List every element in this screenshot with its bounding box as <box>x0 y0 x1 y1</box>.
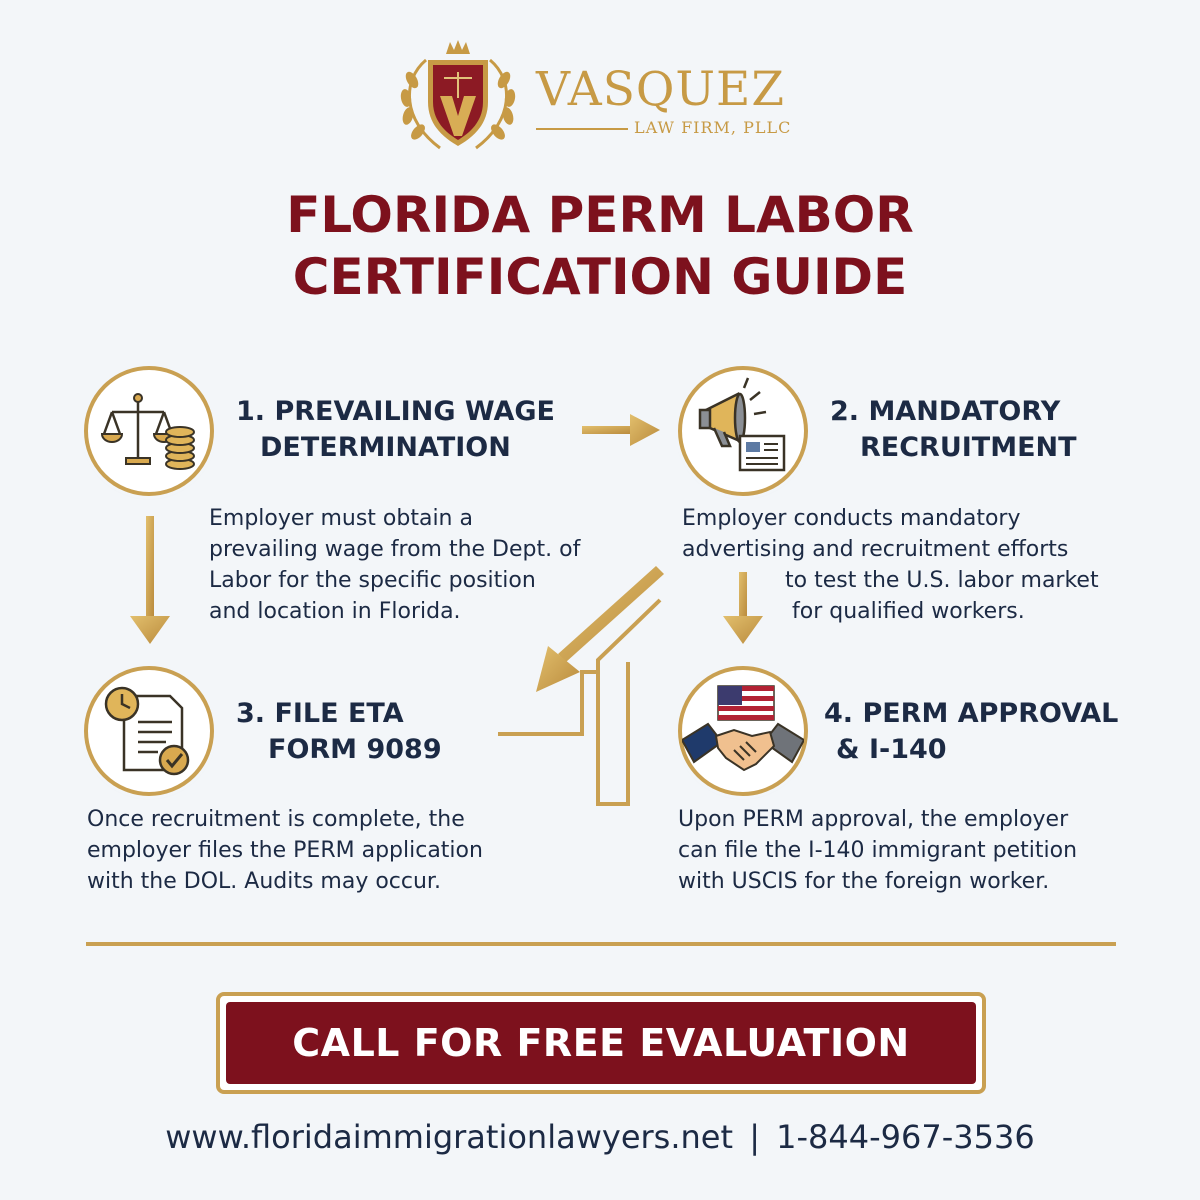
step-2-description: Employer conducts mandatory advertising and recruitment efforts to test the U.S. labor market for qualified workers. <box>682 506 1099 624</box>
footer-contact <box>0 1118 1200 1156</box>
clock-document-check-icon <box>88 670 210 792</box>
step-4-description: Upon PERM approval, the employer can file the I-140 immigrant petition with USCIS for the foreign worker. <box>678 807 1078 894</box>
flag-handshake-icon <box>682 670 804 792</box>
step-4-title: 4. PERM APPROVAL & I-140 <box>824 698 1119 765</box>
arrow-step1-to-step2 <box>582 414 660 446</box>
footer-separator: | <box>749 1118 760 1156</box>
step-3-icon-circle <box>84 666 214 796</box>
website-link[interactable]: www.floridaimmigrationlawyers.net <box>165 1118 734 1156</box>
step-2-icon-circle <box>678 366 808 496</box>
step-4-icon-circle <box>678 666 808 796</box>
step-1-description: Employer must obtain a prevailing wage from the Dept. of Labor for the specific position and location in Florida. <box>209 506 581 624</box>
title-line-1: FLORIDA PERM LABOR <box>286 186 914 244</box>
brand-subtitle: LAW FIRM, PLLC <box>634 118 792 137</box>
step-3-description: Once recruitment is complete, the employer files the PERM application with the DOL. Audits may occur. <box>87 807 483 894</box>
us-flag-icon <box>718 686 774 720</box>
megaphone-newspaper-icon <box>682 370 804 492</box>
brand-name: VASQUEZ <box>536 62 785 117</box>
step-1-title: 1. PREVAILING WAGE DETERMINATION <box>236 396 555 463</box>
free-evaluation-button[interactable] <box>216 992 986 1094</box>
step-1-icon-circle <box>84 366 214 496</box>
phone-link[interactable]: 1-844-967-3536 <box>776 1118 1035 1156</box>
section-divider <box>86 942 1116 946</box>
step-2-title: 2. MANDATORY RECRUITMENT <box>830 396 1077 463</box>
title-line-2: CERTIFICATION GUIDE <box>292 248 908 306</box>
scales-coins-icon <box>88 370 210 492</box>
arrow-step1-down <box>130 516 170 644</box>
cta-label: CALL FOR FREE EVALUATION <box>226 1002 976 1084</box>
step-3-title: 3. FILE ETA FORM 9089 <box>236 698 442 765</box>
